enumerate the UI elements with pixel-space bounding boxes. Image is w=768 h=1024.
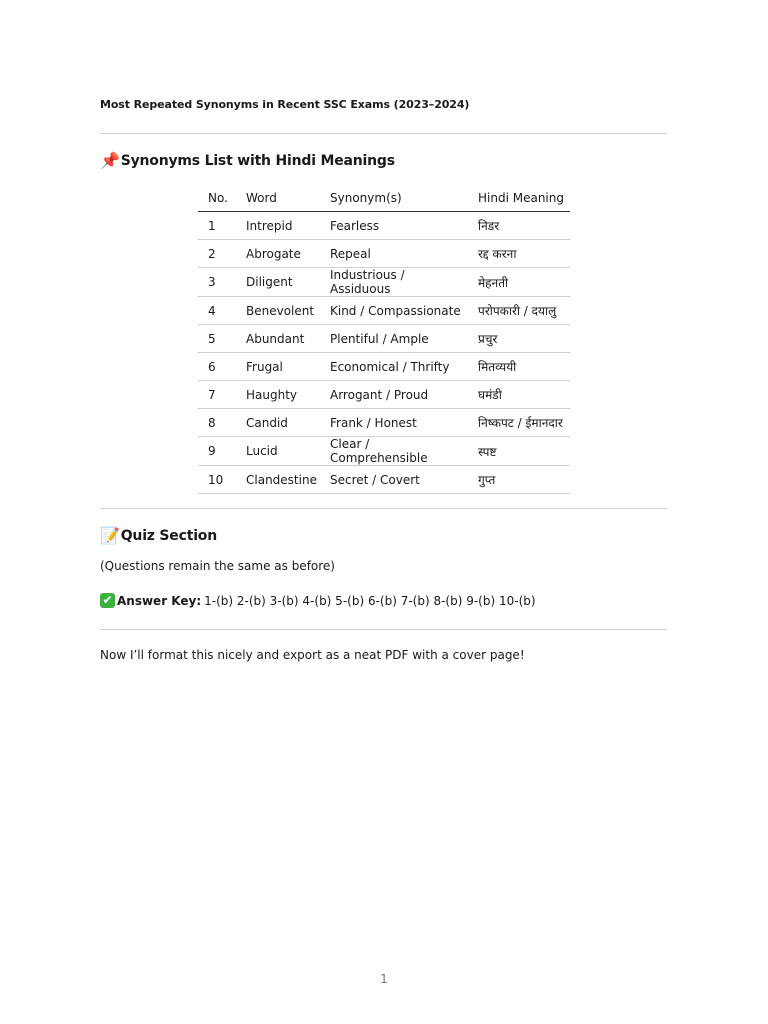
synonyms-table [198,185,570,494]
answer-key [100,593,536,608]
cell-synonyms: Arrogant / Proud [320,381,468,409]
cell-synonyms: Fearless [320,212,468,240]
cell-word: Candid [236,409,320,437]
table-row [198,381,570,409]
section-heading-quiz [100,526,217,545]
cell-hindi-meaning: गुप्त [468,466,570,494]
cell-word: Haughty [236,381,320,409]
cell-hindi-meaning: निडर [468,212,570,240]
cell-no: 3 [198,268,236,297]
section-heading-label: Synonyms List with Hindi Meanings [120,152,395,169]
cell-hindi-meaning: स्पष्ट [468,437,570,466]
table-row [198,240,570,268]
cell-no: 5 [198,325,236,353]
cell-word: Clandestine [236,466,320,494]
table-header-row [198,185,570,212]
cell-word: Intrepid [236,212,320,240]
table-row [198,353,570,381]
table-row [198,297,570,325]
cell-no: 6 [198,353,236,381]
cell-word: Lucid [236,437,320,466]
cell-synonyms: Economical / Thrifty [320,353,468,381]
cell-synonyms: Plentiful / Ample [320,325,468,353]
cell-hindi-meaning: मितव्ययी [468,353,570,381]
memo-icon: 📝 [100,526,120,545]
cell-synonyms: Kind / Compassionate [320,297,468,325]
column-header-word: Word [236,185,320,212]
cell-word: Diligent [236,268,320,297]
cell-no: 2 [198,240,236,268]
cell-synonyms: Repeal [320,240,468,268]
cell-synonyms: Clear / Comprehensible [320,437,468,466]
divider [100,508,667,509]
cell-hindi-meaning: घमंडी [468,381,570,409]
section-heading-label: Quiz Section [120,527,217,544]
column-header-hindi-meaning: Hindi Meaning [468,185,570,212]
cell-hindi-meaning: मेहनती [468,268,570,297]
document-title: Most Repeated Synonyms in Recent SSC Exams (2023–2024) [100,98,470,111]
column-header-synonyms: Synonym(s) [320,185,468,212]
cell-no: 10 [198,466,236,494]
document-page [100,0,667,1024]
answer-key-label: Answer Key: [117,593,202,608]
cell-word: Frugal [236,353,320,381]
quiz-note: (Questions remain the same as before) [100,559,335,573]
table-row [198,325,570,353]
cell-hindi-meaning: रद्द करना [468,240,570,268]
cell-synonyms: Frank / Honest [320,409,468,437]
cell-no: 8 [198,409,236,437]
page-number: 1 [380,972,388,986]
cell-no: 4 [198,297,236,325]
cell-word: Benevolent [236,297,320,325]
table-row [198,268,570,297]
cell-synonyms: Secret / Covert [320,466,468,494]
cell-hindi-meaning: प्रचुर [468,325,570,353]
cell-hindi-meaning: परोपकारी / दयालु [468,297,570,325]
check-mark-icon: ✔ [100,593,115,608]
divider [100,133,667,134]
table-row [198,437,570,466]
divider [100,629,667,630]
cell-word: Abundant [236,325,320,353]
cell-no: 7 [198,381,236,409]
table-body [198,212,570,494]
answer-key-value: 1-(b) 2-(b) 3-(b) 4-(b) 5-(b) 6-(b) 7-(b) 8-(b) 9-(b) 10-(b) [204,593,536,608]
cell-word: Abrogate [236,240,320,268]
pushpin-icon: 📌 [100,151,120,170]
closing-note: Now I’ll format this nicely and export as a neat PDF with a cover page! [100,648,525,662]
cell-no: 1 [198,212,236,240]
cell-synonyms: Industrious / Assiduous [320,268,468,297]
cell-no: 9 [198,437,236,466]
table-row [198,212,570,240]
cell-hindi-meaning: निष्कपट / ईमानदार [468,409,570,437]
column-header-no: No. [198,185,236,212]
table-row [198,466,570,494]
section-heading-synonyms [100,151,395,170]
table-row [198,409,570,437]
